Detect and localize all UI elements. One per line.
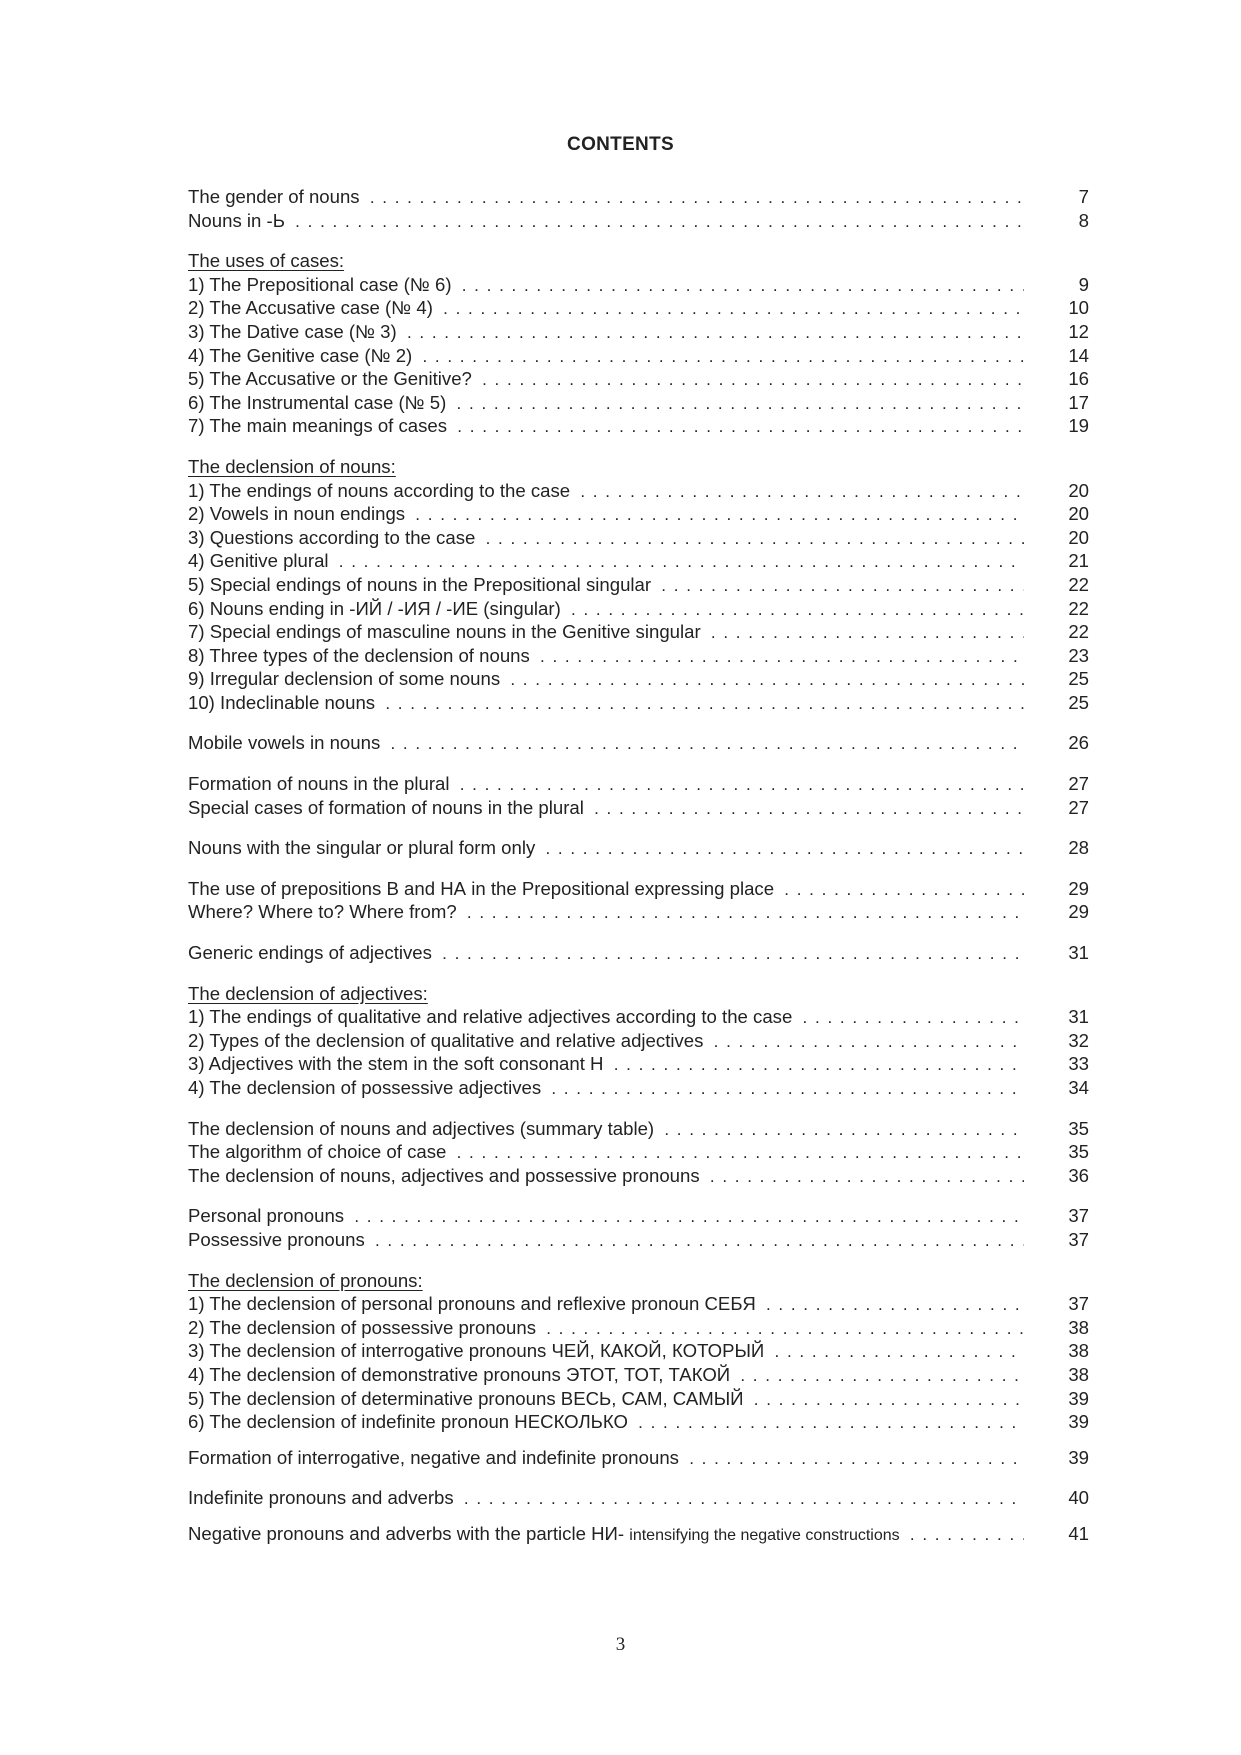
- toc-entry[interactable]: [188, 479, 1089, 503]
- toc-dot-leader: [188, 1292, 1024, 1317]
- toc-dot-leader: [188, 320, 1024, 345]
- toc-page-number: 37: [1068, 1228, 1089, 1250]
- toc-entry-label: [188, 274, 456, 295]
- toc-dot-leader: [188, 367, 1024, 392]
- toc-entry-title: Negative pronouns and adverbs with the particle НИ-: [188, 1522, 625, 1544]
- toc-entry-label: [188, 645, 534, 666]
- toc-entry-label: [188, 797, 588, 818]
- toc-entry[interactable]: [188, 1339, 1089, 1363]
- toc-page-number: 40: [1068, 1487, 1089, 1509]
- toc-entry-title: Where? Where to? Where from?: [188, 901, 457, 923]
- toc-dot-leader: [188, 877, 1024, 902]
- toc-dot-leader: [188, 391, 1024, 416]
- toc-entry-label: [188, 621, 705, 642]
- toc-entry[interactable]: [188, 502, 1089, 526]
- toc-page-number: 26: [1068, 732, 1089, 754]
- toc-entry[interactable]: [188, 209, 1089, 233]
- toc-entry-title: 4) Genitive plural: [188, 550, 329, 572]
- toc-entry[interactable]: [188, 1228, 1089, 1252]
- toc-page-number: 29: [1068, 901, 1089, 923]
- toc-entry[interactable]: [188, 1486, 1089, 1510]
- toc-entry[interactable]: [188, 1522, 1089, 1546]
- toc-entry[interactable]: [188, 772, 1089, 796]
- toc-entry-label: [188, 1293, 760, 1314]
- toc-entry[interactable]: [188, 185, 1089, 209]
- toc-page-number: 34: [1068, 1077, 1089, 1098]
- toc-dot-leader: [188, 185, 1024, 210]
- toc-entry-label: [188, 1317, 540, 1338]
- toc-group: [188, 836, 1089, 860]
- toc-dot-leader: [188, 1228, 1024, 1253]
- toc-page-number: 20: [1068, 526, 1089, 548]
- toc-page-number: 20: [1068, 503, 1089, 525]
- toc-dot-leader: [188, 1117, 1024, 1142]
- toc-entry[interactable]: [188, 1363, 1089, 1387]
- toc-entry-label: [188, 1205, 348, 1226]
- toc-entry-label: [188, 878, 778, 899]
- toc-entry[interactable]: [188, 597, 1089, 621]
- toc-page-number: 39: [1068, 1411, 1089, 1433]
- toc-page-number: 29: [1068, 877, 1089, 899]
- page-number: 3: [615, 1634, 626, 1655]
- toc-page-number: 36: [1068, 1164, 1089, 1186]
- toc-entry-label: [188, 1165, 704, 1186]
- toc-entry-title: 3) The Dative case (№ 3): [188, 320, 397, 342]
- toc-dot-leader: [188, 1029, 1024, 1054]
- toc-entry[interactable]: [188, 273, 1089, 297]
- toc-entry[interactable]: [188, 877, 1089, 901]
- toc-entry[interactable]: [188, 667, 1089, 691]
- toc-entry-title: 1) The endings of qualitative and relative adjectives according to the case: [188, 1006, 793, 1028]
- toc-entry-title: The algorithm of choice of case: [188, 1141, 447, 1163]
- toc-entry-title: Generic endings of adjectives: [188, 942, 432, 964]
- toc-page-number: 39: [1068, 1446, 1089, 1468]
- toc-entry[interactable]: [188, 367, 1089, 391]
- toc-dot-leader: [188, 691, 1024, 716]
- toc-entry-label: [188, 186, 364, 207]
- toc-page-number: 10: [1068, 297, 1089, 319]
- toc-entry[interactable]: [188, 1387, 1089, 1411]
- toc-page-number: 28: [1068, 837, 1089, 859]
- toc-entry[interactable]: [188, 573, 1089, 597]
- toc-entry-label: [188, 732, 384, 753]
- toc-page-number: 35: [1068, 1141, 1089, 1163]
- toc-page-number: 17: [1068, 391, 1089, 413]
- toc-group: [188, 1204, 1089, 1251]
- toc-entry[interactable]: [188, 320, 1089, 344]
- toc-entry-title: 2) Vowels in noun endings: [188, 503, 406, 525]
- toc-entry-label: [188, 773, 454, 794]
- toc-page-number: 31: [1068, 942, 1089, 964]
- toc-entry-label: [188, 297, 437, 318]
- toc-entry-label: [188, 210, 289, 231]
- toc-page-number: 37: [1068, 1293, 1089, 1315]
- toc-entry[interactable]: [188, 1076, 1089, 1100]
- toc-entry-title: 5) The declension of determinative pronouns ВЕСЬ, САМ, САМЫЙ: [188, 1387, 744, 1409]
- toc-entry-title: 8) Three types of the declension of nouns: [188, 644, 530, 666]
- toc-dot-leader: [188, 479, 1024, 504]
- toc-dot-leader: [188, 1387, 1024, 1412]
- toc-entry[interactable]: [188, 1117, 1089, 1141]
- toc-page-number: 38: [1068, 1316, 1089, 1338]
- toc-page-number: 7: [1078, 186, 1089, 207]
- toc-entry-label: [188, 668, 504, 689]
- toc-entry-label: [188, 321, 401, 342]
- toc-entry-title: Formation of nouns in the plural: [188, 773, 450, 795]
- toc-group: [188, 249, 1089, 438]
- toc-group: [188, 877, 1089, 924]
- toc-page-number: 27: [1068, 773, 1089, 795]
- toc-page-number: 39: [1068, 1387, 1089, 1409]
- toc-entry-label: [188, 1340, 768, 1361]
- toc-dot-leader: [188, 502, 1024, 527]
- toc-dot-leader: [188, 1363, 1024, 1388]
- toc-dot-leader: [188, 1486, 1024, 1511]
- toc-dot-leader: [188, 1204, 1024, 1229]
- toc-page-number: 20: [1068, 479, 1089, 501]
- toc-page-number: 23: [1068, 644, 1089, 666]
- toc-entry-title: 1) The Prepositional case (№ 6): [188, 273, 452, 295]
- toc-entry-title: Mobile vowels in nouns: [188, 732, 381, 754]
- toc-entry-title: 1) The declension of personal pronouns and reflexive pronoun СЕБЯ: [188, 1293, 756, 1315]
- toc-entry-title: The declension of nouns, adjectives and possessive pronouns: [188, 1164, 700, 1186]
- toc-dot-leader: [188, 1522, 1024, 1548]
- toc-page-number: 8: [1078, 209, 1089, 231]
- toc-entry-label: [188, 1388, 748, 1409]
- toc-dot-leader: [188, 1076, 1024, 1101]
- toc-group: [188, 982, 1089, 1100]
- toc-page-number: 38: [1068, 1340, 1089, 1362]
- toc-entry-label: [188, 1523, 904, 1544]
- toc-dot-leader: [188, 1164, 1024, 1189]
- toc-entry-title: 5) Special endings of nouns in the Prepositional singular: [188, 573, 652, 595]
- toc-entry-label: [188, 1118, 658, 1139]
- toc-dot-leader: [188, 273, 1024, 298]
- toc-entry[interactable]: [188, 1292, 1089, 1316]
- toc-entry-title: 6) The Instrumental case (№ 5): [188, 391, 447, 413]
- toc-dot-leader: [188, 1140, 1024, 1165]
- toc-entry-title: The declension of nouns and adjectives (summary table): [188, 1117, 655, 1139]
- toc-entry-label: [188, 1141, 450, 1162]
- toc-entry-label: [188, 1411, 632, 1432]
- toc-page-number: 35: [1068, 1117, 1089, 1139]
- toc-entry[interactable]: [188, 526, 1089, 550]
- toc-entry-label: [188, 692, 379, 713]
- toc-dot-leader: [188, 731, 1024, 756]
- toc-entry-label: [188, 392, 450, 413]
- toc-dot-leader: [188, 296, 1024, 321]
- toc-entry[interactable]: [188, 731, 1089, 755]
- toc-dot-leader: [188, 573, 1024, 598]
- toc-page-number: 25: [1068, 691, 1089, 713]
- toc-entry[interactable]: [188, 296, 1089, 320]
- toc-entry[interactable]: [188, 1204, 1089, 1228]
- toc-entry-title: 4) The Genitive case (№ 2): [188, 344, 413, 366]
- toc-dot-leader: [188, 1052, 1024, 1077]
- toc-section-heading: The declension of pronouns:: [188, 1269, 423, 1291]
- toc-entry-title: 3) Adjectives with the stem in the soft consonant Н: [188, 1053, 604, 1075]
- toc-entry[interactable]: [188, 1164, 1089, 1188]
- page-title: CONTENTS: [567, 134, 674, 155]
- toc-entry-label: [188, 598, 565, 619]
- toc-group: [188, 1117, 1089, 1188]
- toc-entry-title: Indefinite pronouns and adverbs: [188, 1487, 454, 1509]
- toc-page-number: 27: [1068, 796, 1089, 818]
- toc-dot-leader: [188, 1410, 1024, 1435]
- toc-entry[interactable]: [188, 1410, 1089, 1434]
- toc-page-number: 22: [1068, 621, 1089, 643]
- toc-entry-label: [188, 503, 409, 524]
- toc-page-number: 32: [1068, 1029, 1089, 1051]
- toc-entry-title: Special cases of formation of nouns in the plural: [188, 796, 584, 818]
- toc-group: [188, 455, 1089, 715]
- toc-page-number: 19: [1068, 415, 1089, 437]
- toc-entry[interactable]: [188, 644, 1089, 668]
- toc-page-number: 9: [1078, 273, 1089, 295]
- toc-entry[interactable]: [188, 941, 1089, 965]
- toc-group: [188, 941, 1089, 965]
- toc-entry-title: 5) The Accusative or the Genitive?: [188, 368, 472, 390]
- toc-dot-leader: [188, 772, 1024, 797]
- toc-entry-title: 7) The main meanings of cases: [188, 415, 448, 437]
- toc-dot-leader: [188, 549, 1024, 574]
- toc-entry[interactable]: [188, 691, 1089, 715]
- toc-entry-label: [188, 1053, 607, 1074]
- toc-group: [188, 1446, 1089, 1470]
- toc-page-number: 12: [1068, 320, 1089, 342]
- toc-entry-title: 4) The declension of possessive adjectives: [188, 1077, 542, 1098]
- toc-entry-title: 9) Irregular declension of some nouns: [188, 668, 501, 690]
- toc-entry-title: Personal pronouns: [188, 1205, 345, 1227]
- toc-entry-title: The gender of nouns: [188, 186, 360, 207]
- toc-dot-leader: [188, 941, 1024, 966]
- toc-page-number: 25: [1068, 668, 1089, 690]
- toc-entry-title: 10) Indeclinable nouns: [188, 691, 376, 713]
- toc-page-number: 16: [1068, 368, 1089, 390]
- toc-entry-label: [188, 1487, 458, 1508]
- toc-page-number: 33: [1068, 1053, 1089, 1075]
- toc-dot-leader: [188, 1316, 1024, 1341]
- toc-entry[interactable]: [188, 796, 1089, 820]
- table-of-contents: [188, 185, 1089, 1563]
- toc-entry-title: Formation of interrogative, negative and indefinite pronouns: [188, 1446, 679, 1468]
- toc-entry[interactable]: [188, 1029, 1089, 1053]
- toc-dot-leader: [188, 414, 1024, 439]
- toc-dot-leader: [188, 620, 1024, 645]
- toc-entry-label: [188, 574, 655, 595]
- toc-dot-leader: [188, 1005, 1024, 1030]
- toc-entry-subtitle: intensifying the negative constructions: [629, 1526, 900, 1544]
- toc-entry[interactable]: [188, 344, 1089, 368]
- toc-entry-label: [188, 480, 574, 501]
- toc-entry-label: [188, 1364, 734, 1385]
- toc-page-number: 22: [1068, 573, 1089, 595]
- toc-entry-label: [188, 1006, 796, 1027]
- toc-entry-title: 3) Questions according to the case: [188, 526, 476, 548]
- toc-entry-title: Nouns in -Ь: [188, 209, 285, 231]
- toc-dot-leader: [188, 597, 1024, 622]
- toc-entry-label: [188, 837, 539, 858]
- toc-entry-label: [188, 901, 461, 922]
- toc-entry-label: [188, 345, 416, 366]
- toc-entry-title: 6) The declension of indefinite pronoun НЕСКОЛЬКО: [188, 1411, 628, 1433]
- toc-dot-leader: [188, 667, 1024, 692]
- toc-entry[interactable]: [188, 836, 1089, 860]
- toc-page-number: 31: [1068, 1006, 1089, 1028]
- toc-entry-title: 7) Special endings of masculine nouns in the Genitive singular: [188, 621, 701, 643]
- toc-group: [188, 772, 1089, 819]
- toc-entry-title: 6) Nouns ending in -ИЙ / -ИЯ / -ИЕ (singular): [188, 597, 561, 619]
- toc-dot-leader: [188, 344, 1024, 369]
- toc-dot-leader: [188, 796, 1024, 821]
- toc-entry[interactable]: [188, 391, 1089, 415]
- toc-dot-leader: [188, 1339, 1024, 1364]
- toc-page-number: 22: [1068, 597, 1089, 619]
- toc-entry-title: Nouns with the singular or plural form only: [188, 837, 536, 859]
- toc-entry[interactable]: [188, 1052, 1089, 1076]
- toc-section-heading: The declension of nouns:: [188, 455, 396, 477]
- toc-entry-title: 4) The declension of demonstrative pronouns ЭТОТ, ТОТ, ТАКОЙ: [188, 1363, 731, 1385]
- toc-entry-title: 1) The endings of nouns according to the case: [188, 479, 571, 501]
- toc-group: [188, 731, 1089, 755]
- toc-entry-label: [188, 1077, 545, 1098]
- toc-entry[interactable]: [188, 414, 1089, 438]
- toc-group: [188, 1269, 1089, 1434]
- toc-entry-title: Possessive pronouns: [188, 1228, 365, 1250]
- toc-entry[interactable]: [188, 1446, 1089, 1470]
- toc-group: [188, 1486, 1089, 1510]
- toc-dot-leader: [188, 900, 1024, 925]
- toc-entry-title: The use of prepositions В and НА in the Prepositional expressing place: [188, 877, 775, 899]
- toc-page-number: 41: [1068, 1522, 1089, 1544]
- toc-entry[interactable]: [188, 1005, 1089, 1029]
- toc-entry-title: 2) The declension of possessive pronouns: [188, 1316, 536, 1338]
- toc-entry[interactable]: [188, 549, 1089, 573]
- toc-entry[interactable]: [188, 1140, 1089, 1164]
- toc-entry-label: [188, 368, 476, 389]
- toc-dot-leader: [188, 1446, 1024, 1471]
- toc-entry[interactable]: [188, 620, 1089, 644]
- toc-page-number: 37: [1068, 1205, 1089, 1227]
- toc-entry-label: [188, 550, 333, 571]
- toc-entry-label: [188, 1030, 707, 1051]
- toc-page-number: 38: [1068, 1363, 1089, 1385]
- toc-entry-label: [188, 1229, 369, 1250]
- toc-entry-label: [188, 942, 436, 963]
- toc-section-heading: The uses of cases:: [188, 250, 345, 272]
- toc-group: [188, 185, 1089, 232]
- toc-page-number: 14: [1068, 344, 1089, 366]
- toc-entry-title: 3) The declension of interrogative pronouns ЧЕЙ, КАКОЙ, КОТОРЫЙ: [188, 1340, 765, 1362]
- toc-section-heading: The declension of adjectives:: [188, 982, 428, 1004]
- toc-dot-leader: [188, 209, 1024, 234]
- toc-entry-label: [188, 415, 451, 436]
- toc-page-number: 21: [1068, 550, 1089, 572]
- toc-entry-label: [188, 527, 479, 548]
- toc-entry-title: 2) Types of the declension of qualitative and relative adjectives: [188, 1029, 704, 1051]
- toc-entry-label: [188, 1447, 683, 1468]
- toc-entry[interactable]: [188, 900, 1089, 924]
- toc-dot-leader: [188, 836, 1024, 861]
- toc-dot-leader: [188, 526, 1024, 551]
- toc-dot-leader: [188, 644, 1024, 669]
- toc-entry-title: 2) The Accusative case (№ 4): [188, 297, 433, 319]
- toc-entry[interactable]: [188, 1316, 1089, 1340]
- toc-group: [188, 1522, 1089, 1546]
